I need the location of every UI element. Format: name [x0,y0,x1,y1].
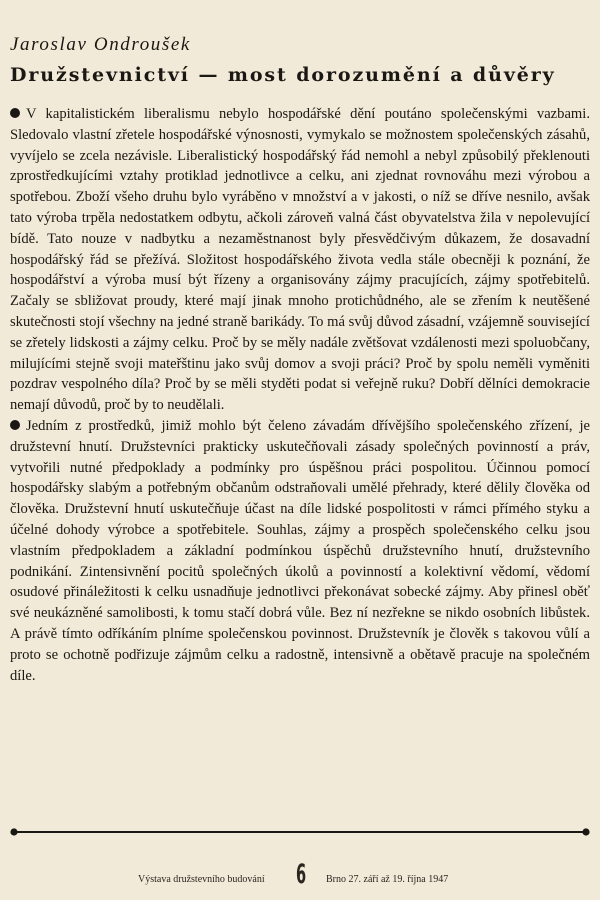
article-title: Družstevnictví — most dorozumění a důvěry [10,64,556,86]
divider-rule [10,828,590,836]
footer-exhibition-name: Výstava družstevního budování [138,874,265,885]
paragraph-text: V kapitalistickém liberalismu nebylo hospodářské dění poutáno společenskými vazbami. Sledovalo vlastní zřetele hospodářské výnosnosti, vymykalo se možnostem společenských zásahů, vyvíjelo se zcela nezávisle. Liberalistický hospodářský řád nemohl a nebyl způsobilý překlenouti zprostředkujícími vztahy protiklad jednotlivce a celku, ani zjednat rovnováhu mezi výrobou a spotřebou. Zboží všeho druhu bylo vyráběno v množství a v jakosti, o níž se dříve nesnilo, avšak tato výroba trpěla nedostatkem odbytu, ačkoli zároveň valná část obyvatelstva žila v nepolevující bídě. Tato nouze v nadbytku a nezaměstnanost byly přesvědčivým důkazem, že dosavadní hospodářský řád se přežívá. Složitost hospodářského života vedla stále obecněji k poznání, že hospodářství a výroba musí být řízeny a organisovány zájmy pracujících, zájmy spotřebitelů. Začaly se sbližovat proudy, které mají jinak mnoho protichůdného, ale se zřením k neutěšené skutečnosti stojí všechny na jedné straně barikády. To má svůj důvod zásadní, vzájemně související se zřetely lidskosti a zájmy celku. Proč by se měly nadále zvětšovat vzdálenosti mezi spoluobčany, milujícími stejně svoji mateřštinu jako svůj domov a svoji práci? Proč by spolu neměli vyměniti pozdrav vespolného díla? Proč by se měli styděti podat si veřejně ruku? Dobří dělníci demokracie nemají důvodů, proč by to neudělali. [10,106,590,414]
footer-dates: Brno 27. září až 19. října 1947 [326,874,449,885]
author-name: Jaroslav Ondroušek [10,34,191,55]
paragraph-text: Jedním z prostředků, jimiž mohlo být čeleno závadám dřívějšího společenského zřízení, je družstevní hnutí. Družstevníci prakticky uskutečňovali zásady společných povinností a práv, vytvořili nutné předpoklady a podmínky pro úspěšnou práci pospolitou. Účinnou pomocí hospodářsky slabým a potřebným občanům odstraňovali umělé přehrady, které dělily člověka od člověka. Družstevní hnutí uskutečňuje účast na díle lidské pospolitosti v rámci přímého styku a účelné dohody výrobce a spotřebitele. Souhlas, zájmy a prospěch společenského celku jsou vlastním předpokladem a základní podmínkou úspěchů družstevního hnutí, družstevního podnikání. Zintensivnění pocitů společných úkolů a povinností a kolektivní vědomí, vědomí osudové přináležitosti k celku usnadňuje jednotlivci překonávat sobecké zájmy. Aby přinesl oběť své neukázněné samolibosti, k tomu stačí dobrá vůle. Bez ní nezřekne se nikdo osobních libůstek. A právě tímto odříkáním plníme společenskou povinnost. Družstevník je člověk s takovou vůlí a proto se ochotně podřizuje zájmům celku a radostně, intensivně a obětavě pracuje na společném díle. [10,417,590,684]
article-body [10,104,590,686]
bullet-icon [10,108,20,118]
paragraph [10,416,590,686]
page-number: 6 [296,859,307,890]
bullet-icon [10,420,20,430]
page-footer [0,859,600,892]
paragraph [10,104,590,416]
